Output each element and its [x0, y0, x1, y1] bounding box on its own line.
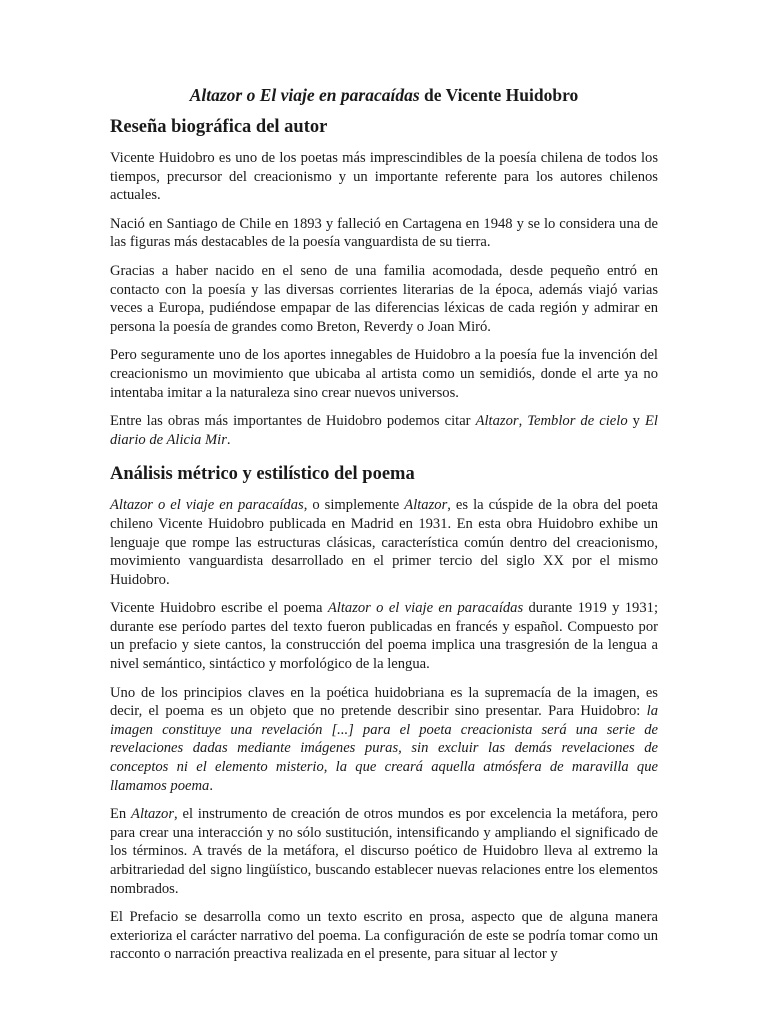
text-run: , o simplemente	[303, 497, 405, 514]
paragraph: Gracias a haber nacido en el seno de una familia acomodada, desde pequeño entró en contacto con la poesía y las diversas corrientes literarias de la época, además viajó varias veces a Europa, pudiéndose empapar de las diferencias léxicas de cada región y admirar en persona la poesía de grandes como Breton, Reverdy o Joan Miró.	[110, 262, 658, 335]
text-run: y	[627, 413, 646, 430]
section-heading-biography: Reseña biográfica del autor	[110, 117, 328, 137]
text-run: durante 1919 y 1931; durante ese período partes del texto fueron publicadas en francés y español. Compuesto por un prefacio y siete cantos, la construcción del poema implica una trasgresión de la lengua a nivel semántico, sintáctico y morfológico de la lengua.	[110, 600, 658, 673]
work-title: El diario de Alicia Mir	[110, 413, 658, 448]
section-heading-analysis: Análisis métrico y estilístico del poema	[110, 464, 415, 485]
document-title	[110, 84, 658, 106]
title-italic: Altazor o El viaje en paracaídas	[189, 85, 420, 105]
text-run: .	[226, 431, 231, 448]
work-title: Altazor	[404, 497, 448, 514]
text-run: , el instrumento de creación de otros mundos es por excelencia la metáfora, pero para crear una interacción y no sólo sustitución, intensificando y ampliando el significado de los términos. A través de la metáfora, el discurso poético de Huidobro lleva al extremo la arbitrariedad del signo lingüístico, buscando establecer nuevas relaciones entre los elementos nombrados.	[110, 806, 658, 897]
text-run: En	[110, 806, 132, 823]
work-title: Altazor o el viaje en paracaídas	[110, 497, 304, 514]
paragraph	[110, 412, 658, 449]
paragraph: Vicente Huidobro es uno de los poetas más imprescindibles de la poesía chilena de todos los tiempos, precursor del creacionismo y un importante referente para los autores chilenos actuales.	[110, 150, 658, 204]
title-author: de Vicente Huidobro	[419, 85, 579, 105]
paragraph: El Prefacio se desarrolla como un texto escrito en prosa, aspecto que de alguna manera exterioriza el carácter narrativo del poema. La configuración de este se podría tomar como un racconto o narración preactiva realizada en el presente, para situar al lector y	[110, 909, 658, 963]
work-title: Temblor de cielo	[527, 413, 628, 430]
text-run: , es la cúspide de la obra del poeta chileno Vicente Huidobro publicada en Madrid en 1931. En esta obra Huidobro exhibe un lenguaje que rompe las estructuras clásicas, característica común dentro del creacionismo, movimiento vanguardista desarrollado en el primer tercio del siglo XX por el mismo Huidobro.	[110, 497, 658, 588]
text-run: .	[209, 777, 213, 794]
work-title: Altazor	[131, 806, 175, 823]
text-run: Entre las obras más importantes de Huidobro podemos citar	[110, 413, 476, 430]
paragraph	[110, 599, 658, 673]
paragraph: Nació en Santiago de Chile en 1893 y falleció en Cartagena en 1948 y se lo considera una de las figuras más destacables de la poesía vanguardista de su tierra.	[110, 215, 658, 251]
text-run: Uno de los principios claves en la poética huidobriana es la supremacía de la imagen, es decir, el poema es un objeto que no pretende describir sino presentar. Para Huidobro:	[110, 684, 658, 720]
paragraph	[110, 805, 658, 898]
quotation: la imagen constituye una revelación [...] para el poeta creacionista será una serie de revelaciones dadas mediante imágenes puras, sin excluir las demás revelaciones de conceptos ni el elemento misterio, la que creará aquella atmósfera de maravilla que llamamos poema	[110, 703, 658, 794]
text-run: Vicente Huidobro escribe el poema	[110, 600, 328, 617]
text-run: ,	[518, 413, 528, 430]
paragraph: Pero seguramente uno de los aportes innegables de Huidobro a la poesía fue la invención del creacionismo un movimiento que ubicaba al artista como un semidiós, donde el arte ya no intentaba imitar a la naturaleza sino crear nuevos universos.	[110, 347, 658, 401]
work-title: Altazor o el viaje en paracaídas	[327, 600, 524, 617]
paragraph	[110, 684, 658, 796]
paragraph	[110, 496, 658, 589]
work-title: Altazor	[475, 413, 519, 430]
